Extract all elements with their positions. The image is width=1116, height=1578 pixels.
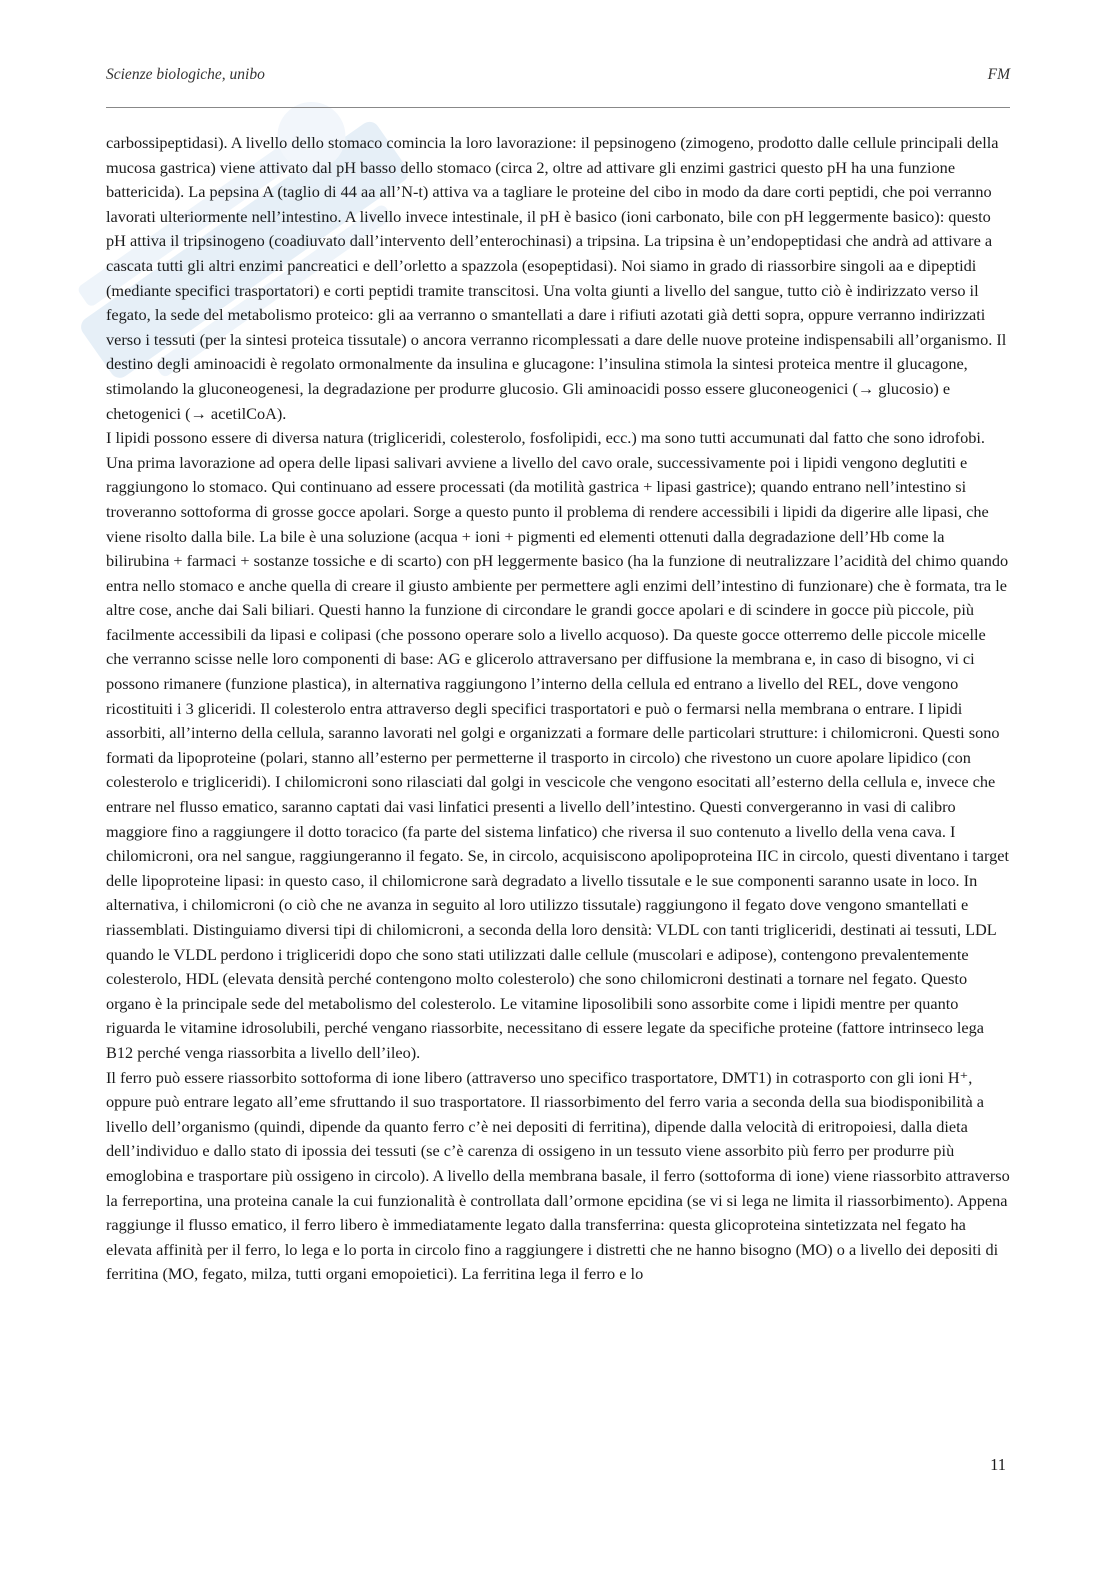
body-text: [106, 131, 1010, 1287]
header-rule: [106, 107, 1010, 108]
paragraph-proteins: carbossipeptidasi). A livello dello stomaco comincia la loro lavorazione: il pepsinogeno (zimogeno, prodotto dalle cellule principali della mucosa gastrica) viene attivato dal pH basso dello stomaco (circa 2, oltre ad attivare gli enzimi gastrici questo pH ha una funzione battericida). La pepsina A (taglio di 44 aa all’N-t) attiva va a tagliare le proteine del cibo in modo da dare corti peptidi, che poi verranno lavorati ulteriormente nell’intestino. A livello invece intestinale, il pH è basico (ioni carbonato, bile con pH leggermente basico): questo pH attiva il tripsinogeno (coadiuvato dall’intervento dell’enterochinasi) a tripsina. La tripsina è un’endopeptidasi che andrà ad attivare a cascata tutti gli altri enzimi pancreatici e dell’orletto a spazzola (esopeptidasi). Noi siamo in grado di riassorbire singoli aa e dipeptidi (mediante specifici trasportatori) e corti peptidi tramite transcitosi. Una volta giunti a livello del sangue, tutto ciò è indirizzato verso il fegato, la sede del metabolismo proteico: gli aa verranno o smantellati a dare i rifiuti azotati già detti sopra, oppure verranno indirizzati verso i tessuti (per la sintesi proteica tissutale) o ancora verranno ricomplessati a dare delle nuove proteine indispensabili all’organismo. Il destino degli aminoacidi è regolato ormonalmente da insulina e glucagone: l’insulina stimola la sintesi proteica mentre il glucagone, stimolando la gluconeogenesi, la degradazione per produrre glucosio. Gli aminoacidi posso essere gluconeogenici (→ glucosio) e chetogenici (→ acetilCoA).: [106, 133, 1007, 423]
paragraph-iron: Il ferro può essere riassorbito sottoforma di ione libero (attraverso uno specifico trasportatore, DMT1) in cotrasporto con gli ioni H⁺, oppure può entrare legato all’eme sfruttando il suo trasportatore. Il riassorbimento del ferro varia a seconda della sua biodisponibilità a livello dell’organismo (quindi, dipende da quanto ferro c’è nei depositi di ferritina), dipende dalla velocità di eritropoiesi, dalla dieta dell’individuo e dallo stato di ipossia dei tessuti (se c’è carenza di ossigeno in un tessuto viene assorbito più ferro per produrre più emoglobina e trasportare più ossigeno in circolo). A livello della membrana basale, il ferro (sottoforma di ione) viene riassorbito attraverso la ferreportina, una proteina canale la cui funzionalità è controllata dall’ormone epcidina (se vi si lega ne limita il riassorbimento). Appena raggiunge il flusso ematico, il ferro libero è immediatamente legato dalla transferrina: questa glicoproteina sintetizzata nel fegato ha elevata affinità per il ferro, lo lega e lo porta in circolo fino a raggiungere i distretti che ne hanno bisogno (MO) o a livello dei depositi di ferritina (MO, fegato, milza, tutti organi emopoietici). La ferritina lega il ferro e lo: [106, 1067, 1010, 1284]
header-right: FM: [987, 66, 1010, 83]
header-left: Scienze biologiche, unibo: [106, 66, 265, 83]
paragraph-lipids: I lipidi possono essere di diversa natura (trigliceridi, colesterolo, fosfolipidi, ecc.) ma sono tutti accumunati dal fatto che sono idrofobi. Una prima lavorazione ad opera delle lipasi salivari avviene a livello del cavo orale, successivamente poi i lipidi vengono deglutiti e raggiungono lo stomaco. Qui continuano ad essere processati (da motilità gastrica + lipasi gastrice); quando entrano nell’intestino si troveranno sottoforma di grosse gocce apolari. Sorge a questo punto il problema di rendere accessibili i lipidi da digerire alle lipasi, che viene risolto dalla bile. La bile è una soluzione (acqua + ioni + pigmenti ed elementi ottenuti dalla degradazione dell’Hb come la bilirubina + farmaci + sostanze tossiche e di scarto) con pH leggermente basico (ha la funzione di neutralizzare l’acidità del chimo quando entra nello stomaco e anche quella di creare il giusto ambiente per permettere agli enzimi dell’intestino di funzionare) che è formata, tra le altre cose, anche dai Sali biliari. Questi hanno la funzione di circondare le grandi gocce apolari e di scindere in gocce più piccole, più facilmente accessibili da lipasi e colipasi (che possono operare solo a livello acquoso). Da queste gocce otterremo delle piccole micelle che verranno scisse nelle loro componenti di base: AG e glicerolo attraversano per diffusione la membrana e, in caso di bisogno, vi ci possono rimanere (funzione plastica), in alternativa raggiungono l’interno della cellula ed entrano a livello del REL, dove vengono ricostituiti i 3 gliceridi. Il colesterolo entra attraverso degli specifici trasportatori e può o fermarsi nella membrana o entrare. I lipidi assorbiti, all’interno della cellula, saranno lavorati nel golgi e organizzati a formare delle particolari strutture: i chilomicroni. Questi sono formati da lipoproteine (polari, stanno all’esterno per permetterne il trasporto in circolo) che rivestono un cuore apolare lipidico (con colesterolo e trigliceridi). I chilomicroni sono rilasciati dal golgi in vescicole che vengono esocitati all’esterno della cellula e, invece che entrare nel flusso ematico, saranno captati dai vasi linfatici presenti a livello dell’intestino. Questi convergeranno in vasi di calibro maggiore fino a raggiungere il dotto toracico (fa parte del sistema linfatico) che riversa il suo contenuto a livello della vena cava. I chilomicroni, ora nel sangue, raggiungeranno il fegato. Se, in circolo, acquisiscono apolipoproteina IIC in circolo, questi diventano i target delle lipoproteine lipasi: in questo caso, il chilomicrone sarà degradato a livello tissutale e le sue componenti saranno usate in loco. In alternativa, i chilomicroni (o ciò che ne avanza in seguito al loro utilizzo tissutale) raggiungono il fegato dove vengono smantellati e riassemblati. Distinguiamo diversi tipi di chilomicroni, a seconda della loro densità: VLDL con tanti trigliceridi, destinati ai tessuti, LDL quando le VLDL perdono i trigliceridi dopo che sono stati utilizzati dalle cellule (muscolari e adipose), contengono prevalentemente colesterolo, HDL (elevata densità perché contengono molto colesterolo) che sono chilomicroni destinati a tornare nel fegato. Questo organo è la principale sede del metabolismo del colesterolo. Le vitamine liposolibili sono assorbite come i lipidi mentre per quanto riguarda le vitamine idrosolubili, perché vengano riassorbite, necessitano di essere legate da specifiche proteine (fattore intrinseco lega B12 perché venga riassorbita a livello dell’ileo).: [106, 428, 1010, 1062]
page-number: 11: [990, 1455, 1006, 1474]
page-header: [106, 66, 1010, 84]
